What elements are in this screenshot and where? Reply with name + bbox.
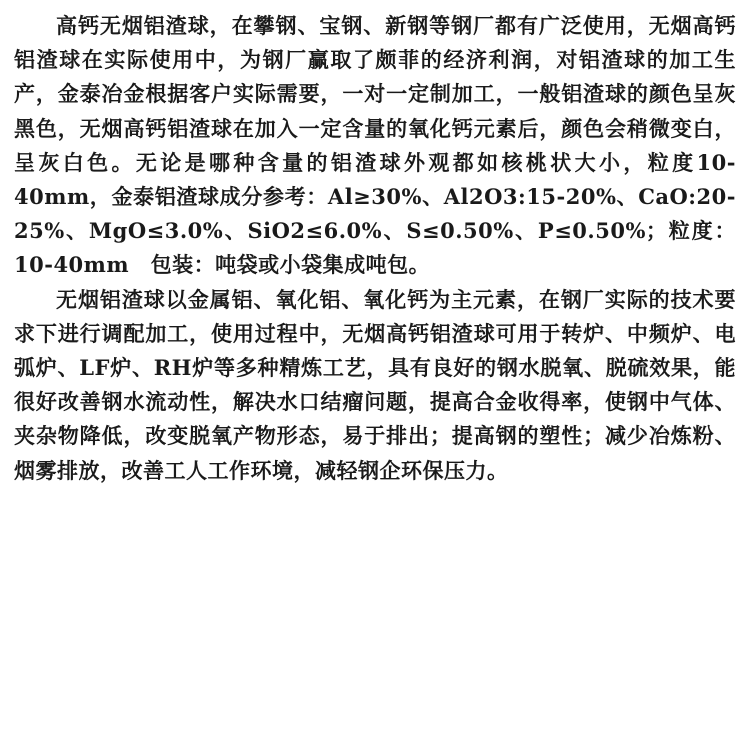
paragraph-product-intro: 高钙无烟铝渣球，在攀钢、宝钢、新钢等钢厂都有广泛使用，无烟高钙铝渣球在实际使用中，为钢厂赢取了颇菲的经济利润，对铝渣球的加工生产，金泰冶金根据客户实际需要，一对一定制加工，一般铝渣球的颜色呈灰黑色，无烟高钙铝渣球在加入一定含量的氧化钙元素后，颜色会稍微变白，呈灰白色。无论是哪种含量的铝渣球外观都如核桃状大小，粒度10-40mm，金泰铝渣球成分参考：Al≥30%、Al2O3:15-20%、CaO:20-25%、MgO≤3.0%、SiO2≤6.0%、S≤0.50%、P≤0.50%；粒度：10-40mm 包装：吨袋或小袋集成吨包。 [14, 13, 736, 278]
paragraph-product-usage: 无烟铝渣球以金属铝、氧化铝、氧化钙为主元素，在钢厂实际的技术要求下进行调配加工，使用过程中，无烟高钙铝渣球可用于转炉、中频炉、电弧炉、LF炉、RH炉等多种精炼工艺，具有良好的钢水脱氧、脱硫效果，能很好改善钢水流动性，解决水口结瘤问题，提高合金收得率，使钢中气体、夹杂物降低，改变脱氧产物形态，易于排出；提高钢的塑性；减少冶炼粉、烟雾排放，改善工人工作环境，减轻钢企环保压力。 [14, 286, 736, 483]
document-body [14, 9, 736, 488]
